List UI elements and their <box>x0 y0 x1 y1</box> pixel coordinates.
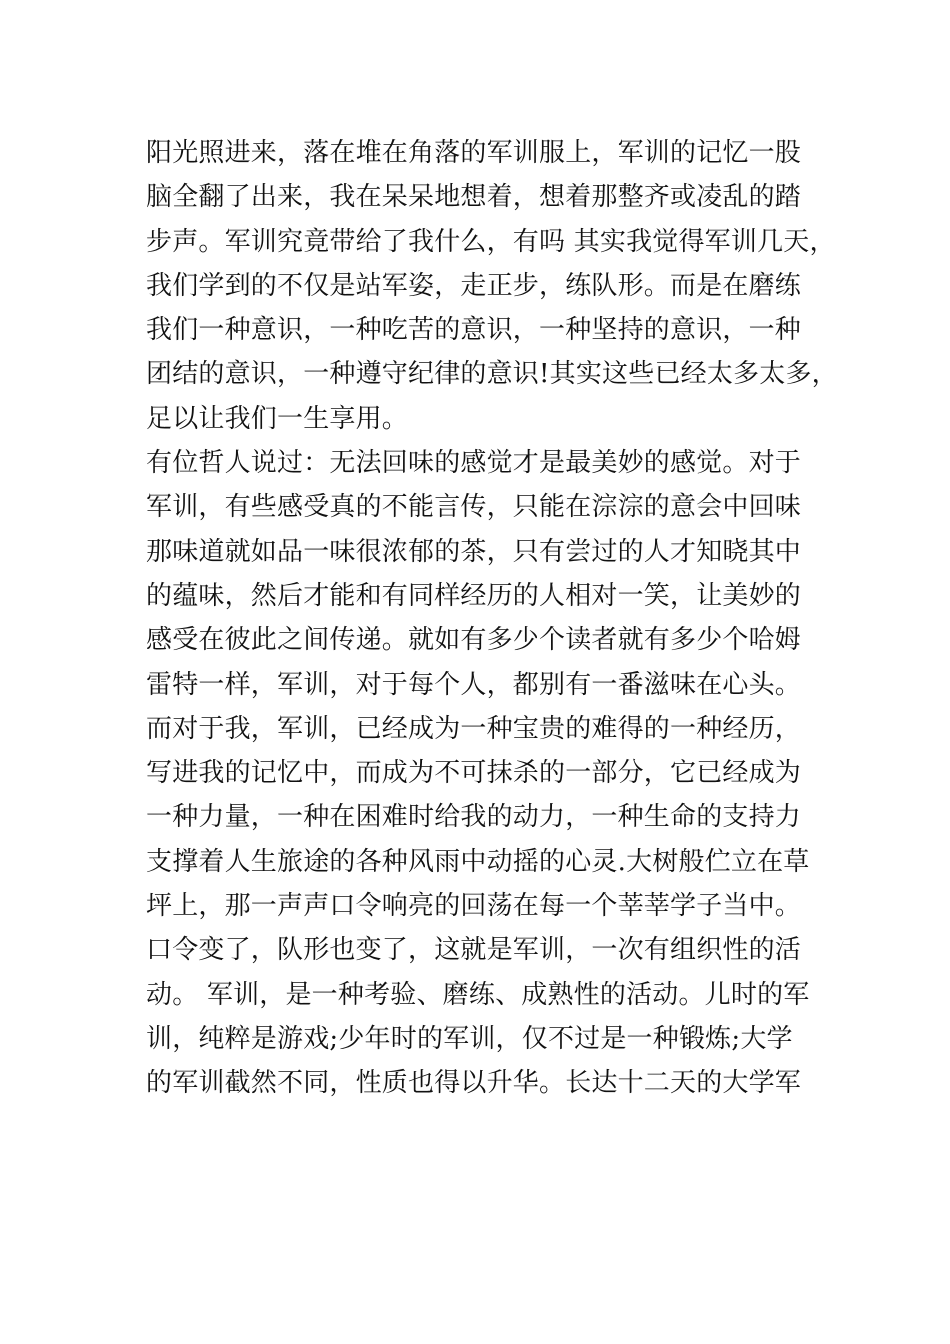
text-line: 脑全翻了出来，我在呆呆地想着，想着那整齐或凌乱的踏 <box>146 182 802 213</box>
text-line: 感受在彼此之间传递。就如有多少个读者就有多少个哈姆 <box>146 625 802 656</box>
text-line: 我们学到的不仅是站军姿，走正步，练队形。而是在磨练 <box>146 270 802 301</box>
text-line: 那味道就如品一味很浓郁的茶，只有尝过的人才知晓其中 <box>146 536 802 567</box>
text-line: 阳光照进来，落在堆在角落的军训服上，军训的记忆一股 <box>146 138 802 168</box>
text-line: 足以让我们一生享用。 <box>146 403 409 434</box>
text-line: 支撑着人生旅途的各种风雨中动摇的心灵.大树般伫立在草 <box>146 846 810 877</box>
text-line: 而对于我，军训，已经成为一种宝贵的难得的一种经历， <box>146 713 802 744</box>
text-line: 的蕴味，然后才能和有同样经历的人相对一笑，让美妙的 <box>146 580 802 611</box>
text-line: 军训，有些感受真的不能言传，只能在淙淙的意会中回味 <box>146 492 802 523</box>
text-line: 的军训截然不同，性质也得以升华。长达十二天的大学军 <box>146 1068 802 1099</box>
text-line: 团结的意识，一种遵守纪律的意识!其实这些已经太多太多， <box>146 359 838 390</box>
text-line: 有位哲人说过：无法回味的感觉才是最美妙的感觉。对于 <box>146 448 802 479</box>
text-line: 口令变了，队形也变了，这就是军训，一次有组织性的活 <box>146 935 802 966</box>
text-line: 我们一种意识，一种吃苦的意识，一种坚持的意识，一种 <box>146 315 802 346</box>
text-line: 雷特一样，军训，对于每个人，都别有一番滋味在心头。 <box>146 669 802 700</box>
body-text <box>146 131 838 1106</box>
text-line: 坪上，那一声声口令响亮的回荡在每一个莘莘学子当中。 <box>146 891 802 922</box>
text-line: 动。 军训，是一种考验、磨练、成熟性的活动。儿时的军 <box>146 979 810 1010</box>
text-line: 写进我的记忆中，而成为不可抹杀的一部分，它已经成为 <box>146 758 802 789</box>
text-line: 训，纯粹是游戏;少年时的军训，仅不过是一种锻炼;大学 <box>146 1023 793 1054</box>
text-line: 步声。军训究竟带给了我什么，有吗 其实我觉得军训几天， <box>146 226 836 257</box>
text-line: 一种力量，一种在困难时给我的动力，一种生命的支持力 <box>146 802 802 833</box>
